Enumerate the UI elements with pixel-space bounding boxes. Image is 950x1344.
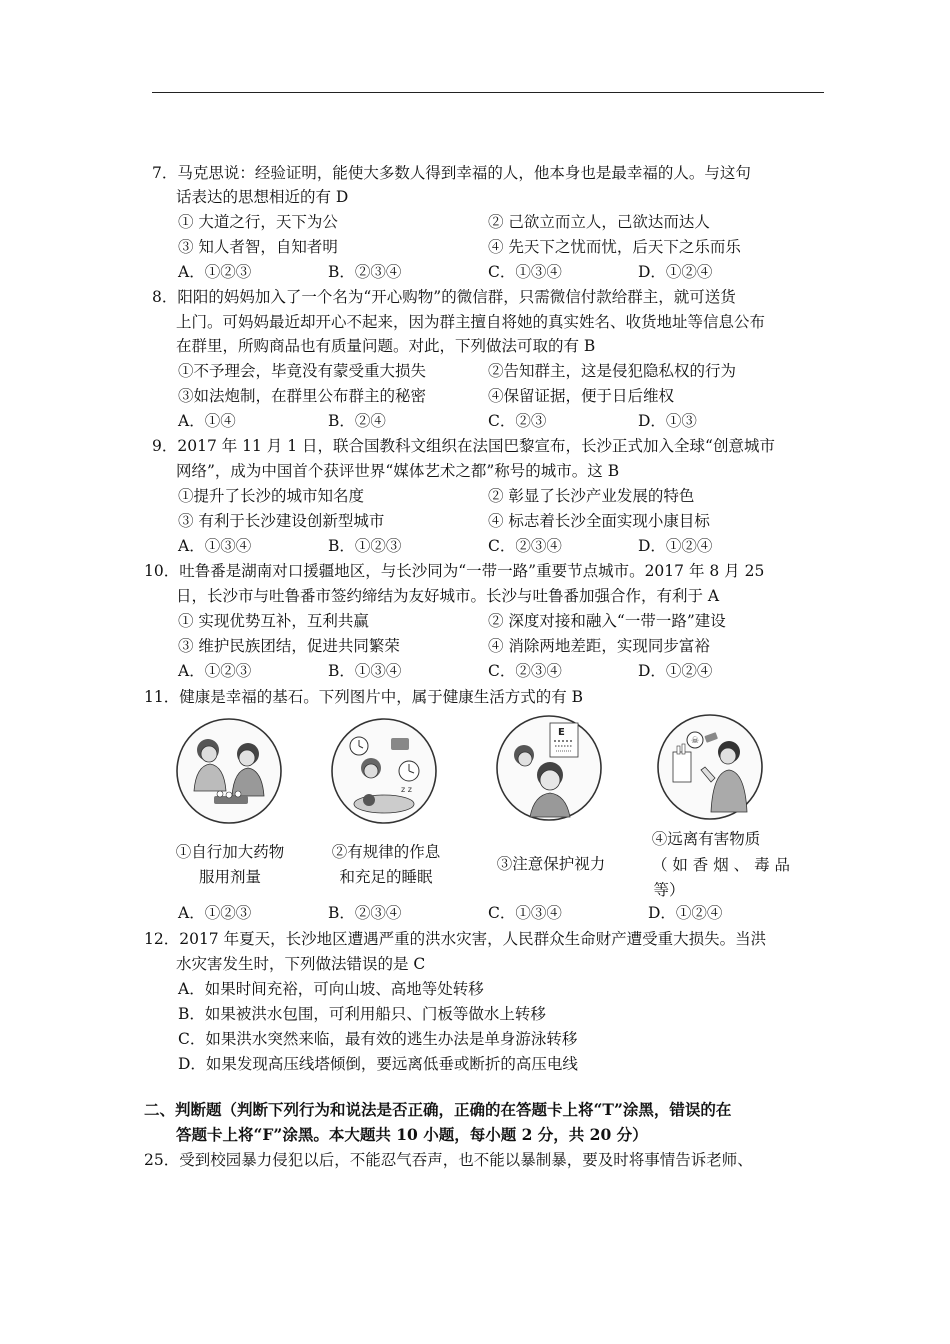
q9-statement-1: ①提升了长沙的城市知名度 [178,487,365,505]
q7-choice-a: A．①②③ [178,263,252,281]
picture-2-caption-line1: ②有规律的作息 [331,843,441,861]
picture-3-caption: ③注意保护视力 [496,855,606,873]
q9-choice-b: B．①②③ [328,537,402,555]
q9-choice-d: D．①②④ [638,537,713,555]
section-2-heading-line2: 答题卡上将“F”涂黑。本大题共 10 小题，每小题 2 分，共 20 分） [176,1125,648,1144]
q10-choice-d: D．①②④ [638,662,713,680]
q9-stem-line2: 网络”，成为中国首个获评世界“媒体艺术之都”称号的城市。这 B [176,462,620,480]
q10-statement-2: ② 深度对接和融入“一带一路”建设 [488,612,726,630]
q7-statement-2: ② 己欲立而立人，己欲达而达人 [488,213,710,231]
q12-stem-line2: 水灾害发生时，下列做法错误的是 C [176,955,426,973]
q9-statement-2: ② 彰显了长沙产业发展的特色 [488,487,695,505]
q8-choice-b: B．②④ [328,412,386,430]
q11-stem-line1: 11．健康是幸福的基石。下列图片中，属于健康生活方式的有 B [144,688,584,706]
q8-statement-3: ③如法炮制，在群里公布群主的秘密 [178,387,427,405]
section-2-heading-line1: 二、判断题（判断下列行为和说法是否正确，正确的在答题卡上将“T”涂黑，错误的在 [144,1100,732,1119]
regular-sleep-illustration [329,716,439,826]
q12-choice-b: B．如果被洪水包围，可利用船只、门板等做水上转移 [178,1005,546,1023]
q11-choice-b: B．②③④ [328,904,402,922]
q7-statement-1: ① 大道之行，天下为公 [178,213,338,231]
q8-choice-a: A．①④ [178,412,236,430]
q8-statement-4: ④保留证据，便于日后维权 [488,387,675,405]
q8-stem-line2: 上门。可妈妈最近却开心不起来，因为群主擅自将她的真实姓名、收货地址等信息公布 [176,313,766,331]
q9-stem-line1: 9．2017 年 11 月 1 日，联合国教科文组织在法国巴黎宣布，长沙正式加入全球“创意城市 [152,437,775,455]
picture-1-caption-line1: ①自行加大药物 [175,843,285,861]
q10-statement-4: ④ 消除两地差距，实现同步富裕 [488,637,710,655]
picture-1-caption-line2: 服用剂量 [198,868,261,886]
q11-choice-c: C．①③④ [488,904,562,922]
q12-stem-line1: 12．2017 年夏天，长沙地区遭遇严重的洪水灾害，人民群众生命财产遭受重大损失。当洪 [144,930,767,948]
header-rule [152,92,824,93]
svg-text:E: E [558,727,565,738]
q25-stem-line1: 25．受到校园暴力侵犯以后，不能忍气吞声，也不能以暴制暴，要及时将事情告诉老师、 [144,1151,753,1169]
svg-text:z z: z z [401,785,412,794]
eye-protection-illustration [494,713,604,823]
picture-4-caption-line1: ④远离有害物质 [651,830,761,848]
q10-statement-3: ③ 维护民族团结，促进共同繁荣 [178,637,400,655]
q10-choice-b: B．①③④ [328,662,402,680]
q10-statement-1: ① 实现优势互补，互利共赢 [178,612,369,630]
q10-choice-c: C．②③④ [488,662,562,680]
q7-choice-c: C．①③④ [488,263,562,281]
q8-choice-c: C．②③ [488,412,547,430]
q10-choice-a: A．①②③ [178,662,252,680]
avoid-harmful-substances-illustration [655,712,765,822]
q7-stem-line2: 话表达的思想相近的有 D [176,188,349,206]
q7-choice-b: B．②③④ [328,263,402,281]
q10-stem-line2: 日，长沙市与吐鲁番市签约缔结为友好城市。长沙与吐鲁番加强合作，有利于 A [176,587,720,605]
q8-statement-1: ①不予理会，毕竟没有蒙受重大损失 [178,362,427,380]
picture-2-caption-line2: 和充足的睡眠 [339,868,433,886]
q9-statement-4: ④ 标志着长沙全面实现小康目标 [488,512,710,530]
svg-text:☠: ☠ [691,736,700,746]
q11-choice-a: A．①②③ [178,904,252,922]
picture-4-caption-line2: （ 如 香 烟 、 毒 品 [651,856,791,874]
q12-choice-d: D．如果发现高压线塔倾倒，要远离低垂或断折的高压电线 [178,1055,578,1073]
q7-stem-line1: 7．马克思说：经验证明，能使大多数人得到幸福的人，他本身也是最幸福的人。与这句 [152,164,751,182]
q8-choice-d: D．①③ [638,412,697,430]
q12-choice-a: A．如果时间充裕，可向山坡、高地等处转移 [178,980,484,998]
q9-statement-3: ③ 有利于长沙建设创新型城市 [178,512,385,530]
q8-stem-line1: 8．阳阳的妈妈加入了一个名为“开心购物”的微信群，只需微信付款给群主，就可送货 [152,288,736,306]
q8-stem-line3: 在群里，所购商品也有质量问题。对此，下列做法可取的有 B [176,337,596,355]
q10-stem-line1: 10．吐鲁番是湖南对口援疆地区，与长沙同为“一带一路”重要节点城市。2017 年 8 月 25 [144,562,765,580]
q7-statement-3: ③ 知人者智，自知者明 [178,238,338,256]
medicine-overdose-illustration [174,716,284,826]
q12-choice-c: C．如果洪水突然来临，最有效的逃生办法是单身游泳转移 [178,1030,578,1048]
q7-choice-d: D．①②④ [638,263,713,281]
picture-4-caption-line3: 等） [653,881,685,899]
q9-choice-c: C．②③④ [488,537,562,555]
q9-choice-a: A．①③④ [178,537,252,555]
q7-statement-4: ④ 先天下之忧而忧，后天下之乐而乐 [488,238,741,256]
q11-choice-d: D．①②④ [648,904,723,922]
q8-statement-2: ②告知群主，这是侵犯隐私权的行为 [488,362,737,380]
